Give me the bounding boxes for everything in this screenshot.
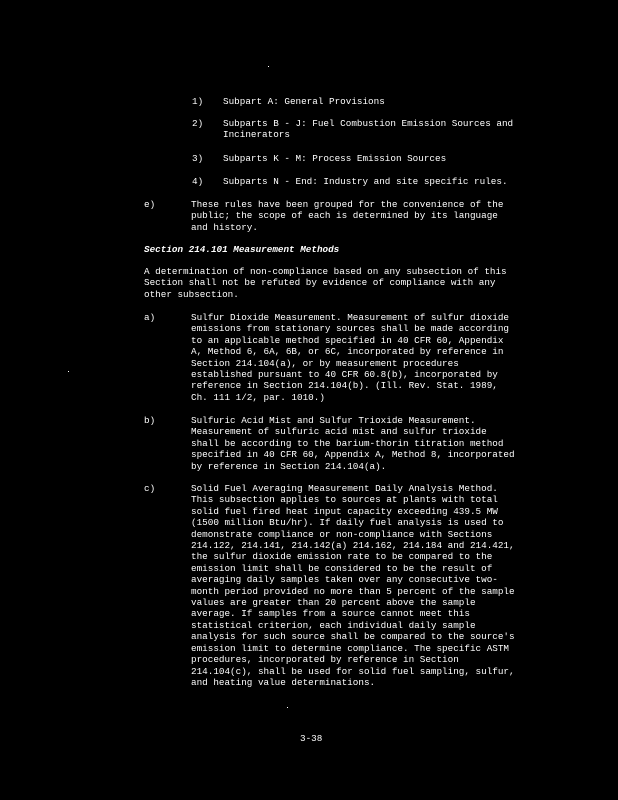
paragraph-label: b) — [144, 415, 156, 426]
list-item-text: Subpart A: General Provisions — [223, 96, 385, 107]
intro-paragraph: A determination of non-compliance based on any subsection of this Section shall not be refuted by evidence of compliance with any other subsection. — [144, 266, 507, 300]
list-item-text: Subparts N - End: Industry and site specific rules. — [223, 176, 508, 187]
list-number: 3) — [192, 153, 204, 164]
scan-speck — [268, 66, 269, 67]
paragraph-label: c) — [144, 483, 156, 494]
section-heading: Section 214.101 Measurement Methods — [144, 244, 340, 255]
paragraph-text: Sulfur Dioxide Measurement. Measurement of sulfur dioxide emissions from stationary sources shall be made according to an applicable method specified in 40 CFR 60, Appendix A, Method 6, 6A, 6B, or 6C, incorporated by reference in Section 214.104(a), or by measurement procedures established pursuant to 40 CFR 60.8(b), incorporated by reference in Section 214.104(b). (Ill. Rev. Stat. 1989, Ch. 111 1/2, par. 1010.) — [191, 312, 510, 403]
page-number: 3-38 — [300, 733, 323, 744]
scan-speck — [287, 707, 288, 708]
list-item-text: Subparts B - J: Fuel Combustion Emission Sources and Incinerators — [223, 118, 514, 141]
scan-speck — [68, 371, 69, 372]
paragraph-label: a) — [144, 312, 156, 323]
list-number: 4) — [192, 176, 204, 187]
paragraph-text: Solid Fuel Averaging Measurement Daily Analysis Method. This subsection applies to sources at plants with total solid fuel fired heat input capacity exceeding 439.5 MW (1500 million Btu/hr). If daily fuel analysis is used to demonstrate compliance or non-compliance with Sections 214.122, 214.141, 214.142(a) 214.162, 214.184 and 214.421, the sulfur dioxide emission rate to be compared to the emission limit shall be considered to be the result of averaging daily samples taken over any consecutive two- month period provided no more than 5 percent of the sample values are greater than 20 percent above the sample average. If samples from a source cannot meet this statistical criterion, each individual daily sample analysis for such source shall be compared to the source's emission limit to determine compliance. The specific ASTM procedures, incorporated by reference in Section 214.104(c), shall be used for solid fuel sampling, sulfur, and heating value determinations. — [191, 483, 515, 688]
paragraph-text: These rules have been grouped for the convenience of the public; the scope of each is determined by its language and history. — [191, 199, 504, 233]
paragraph-label: e) — [144, 199, 156, 210]
list-number: 2) — [192, 118, 204, 129]
paragraph-text: Sulfuric Acid Mist and Sulfur Trioxide Measurement. Measurement of sulfuric acid mist and sulfur trioxide shall be according to the barium-thorin titration method specified in 40 CFR 60, Appendix A, Method 8, incorporated by reference in Section 214.104(a). — [191, 415, 515, 472]
list-item-text: Subparts K - M: Process Emission Sources — [223, 153, 447, 164]
list-number: 1) — [192, 96, 204, 107]
